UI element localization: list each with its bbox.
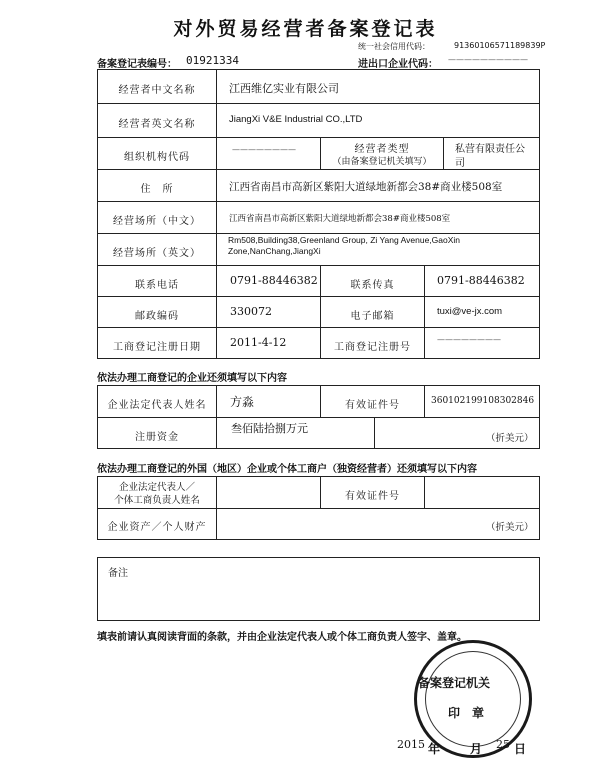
official-seal-inner-ring xyxy=(425,651,521,747)
date-year-unit: 年 xyxy=(428,742,441,756)
legal-rep-label: 企业法定代表人姓名 xyxy=(107,400,207,411)
date-month-unit: 月 xyxy=(470,742,483,756)
reg-no-label: 备案登记表编号： xyxy=(97,59,177,70)
en-name-label: 经营者英文名称 xyxy=(118,119,196,130)
id-no-value: 360102199108302846 xyxy=(431,396,535,406)
footer-instruction: 填表前请认真阅读背面的条款，并由企业法定代表人或个体工商负责人签字、盖章。 xyxy=(97,632,467,643)
registration-date-label: 工商登记注册日期 xyxy=(113,342,201,353)
section1-heading: 依法办理工商登记的企业还须填写以下内容 xyxy=(97,373,287,384)
cn-name-value: 江西维亿实业有限公司 xyxy=(229,82,339,95)
seal-text: 印 章 xyxy=(448,706,485,720)
reg-no-value: 01921334 xyxy=(186,54,239,67)
credit-code-value: 91360106571189839P xyxy=(454,41,546,50)
business-type-note: （由备案登记机关填写） xyxy=(332,157,432,167)
registration-no-value: ———————— xyxy=(437,335,501,344)
registration-no-label: 工商登记注册号 xyxy=(334,342,411,353)
legal-rep-value: 方淼 xyxy=(230,395,255,409)
assets-label: 企业资产／个人财产 xyxy=(107,522,207,533)
org-code-label: 组织机构代码 xyxy=(124,152,190,163)
capital-unit: （折美元） xyxy=(486,433,534,444)
email-label: 电子邮箱 xyxy=(350,311,395,322)
zip-value: 330072 xyxy=(230,305,272,318)
page-title: 对外贸易经营者备案登记表 xyxy=(173,18,438,40)
ie-code-value: —————————— xyxy=(448,55,528,64)
cn-name-label: 经营者中文名称 xyxy=(118,85,196,96)
fax-label: 联系传真 xyxy=(350,280,395,291)
address-value: 江西省南昌市高新区紫阳大道绿地新都会38#商业楼508室 xyxy=(229,181,503,193)
zip-label: 邮政编码 xyxy=(135,311,179,322)
foreign-rep-label-line1: 企业法定代表人／ xyxy=(118,482,195,493)
fax-value: 0791-88446382 xyxy=(437,274,525,287)
phone-value: 0791-88446382 xyxy=(230,274,318,287)
capital-label: 注册资金 xyxy=(135,432,179,443)
date-day-unit: 日 xyxy=(514,742,527,756)
id-no-label: 有效证件号 xyxy=(345,400,400,411)
business-type-value: 私营有限责任公 xyxy=(455,144,525,155)
en-name-value: JiangXi V&E Industrial CO.,LTD xyxy=(229,114,363,125)
registration-date-value: 2011-4-12 xyxy=(230,336,287,349)
premises-en-label: 经营场所（英文） xyxy=(113,248,201,259)
address-label: 住 所 xyxy=(140,184,174,195)
premises-cn-label: 经营场所（中文） xyxy=(113,216,201,227)
section2-heading: 依法办理工商登记的外国（地区）企业或个体工商户（独资经营者）还须填写以下内容 xyxy=(97,464,477,475)
date-year: 2015 xyxy=(397,738,425,751)
premises-cn-value: 江西省南昌市高新区紫阳大道绿地新都会38#商业楼508室 xyxy=(229,214,451,224)
org-code-value: ———————— xyxy=(232,145,296,154)
registration-authority-label: 备案登记机关 xyxy=(418,676,491,690)
remarks-box xyxy=(97,557,540,621)
capital-value: 叁佰陆拾捌万元 xyxy=(231,422,308,435)
business-type-value-cont: 司 xyxy=(455,158,465,169)
credit-code-label: 统一社会信用代码： xyxy=(358,42,430,51)
remarks-label: 备注 xyxy=(108,568,128,579)
phone-label: 联系电话 xyxy=(135,280,179,291)
ie-code-label: 进出口企业代码： xyxy=(358,59,438,70)
foreign-rep-label-line2: 个体工商负责人姓名 xyxy=(114,495,200,506)
email-value: tuxi@ve-jx.com xyxy=(437,306,503,317)
business-type-label: 经营者类型 xyxy=(354,144,410,155)
premises-en-value-line1: Rm508,Building38,Greenland Group, Zi Yang Avenue,GaoXin xyxy=(228,235,461,245)
date-day: 25 xyxy=(496,738,510,751)
assets-unit: （折美元） xyxy=(486,522,534,533)
foreign-id-no-label: 有效证件号 xyxy=(345,491,400,502)
premises-en-value-line2: Zone,NanChang,JiangXi xyxy=(228,246,321,256)
